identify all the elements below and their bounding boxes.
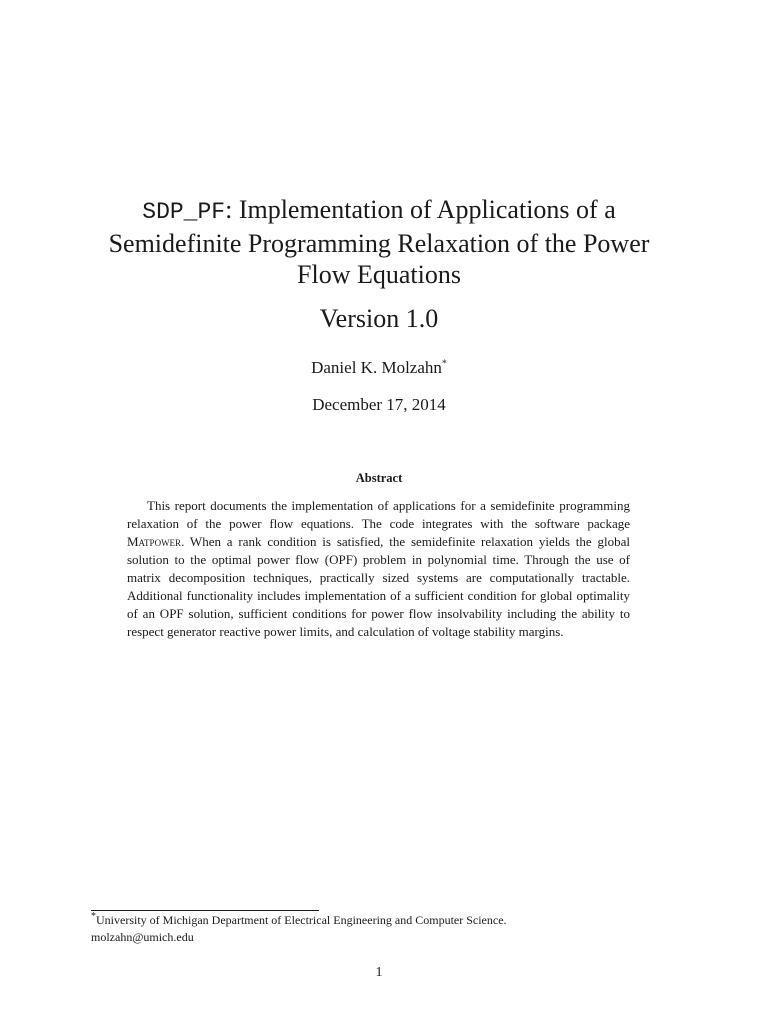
abstract-heading: Abstract <box>355 471 403 485</box>
abstract-package-name: Matpower <box>127 534 182 549</box>
title-code-name: SDP_PF <box>142 199 226 225</box>
title-text: : Implementation of Applications of a Semidefinite Programming Relaxation of the Power Flow Equations <box>108 195 650 289</box>
paper-title <box>80 194 678 290</box>
author-line <box>80 357 678 379</box>
abstract-body <box>127 497 630 641</box>
publication-date: December 17, 2014 <box>312 395 446 414</box>
page-number: 1 <box>375 965 383 980</box>
footnote-email: molzahn@umich.edu <box>91 930 194 944</box>
footnote-divider <box>91 910 319 911</box>
abstract-text-part-2: . When a rank condition is satisfied, the semidefinite relaxation yields the global solution to the optimal power flow (OPF) problem in polynomial time. Through the use of matrix decomposition techniques, practically sized systems are computationally tractable. Additional functionality includes implementation of a sufficient condition for global optimality of an OPF solution, sufficient conditions for power flow insolvability including the ability to respect generator reactive power limits, and calculation of voltage stability margins. <box>127 534 630 639</box>
version-label: Version 1.0 <box>319 304 439 333</box>
footnote <box>91 912 667 946</box>
author-name: Daniel K. Molzahn <box>311 358 442 377</box>
footnote-affiliation: University of Michigan Department of Electrical Engineering and Computer Science. <box>96 913 507 927</box>
author-footnote-mark: * <box>441 358 447 370</box>
abstract-text-part-1: This report documents the implementation of applications for a semidefinite programming relaxation of the power flow equations. The code integrates with the software package <box>127 498 630 531</box>
footnote-mark: * <box>91 911 96 922</box>
